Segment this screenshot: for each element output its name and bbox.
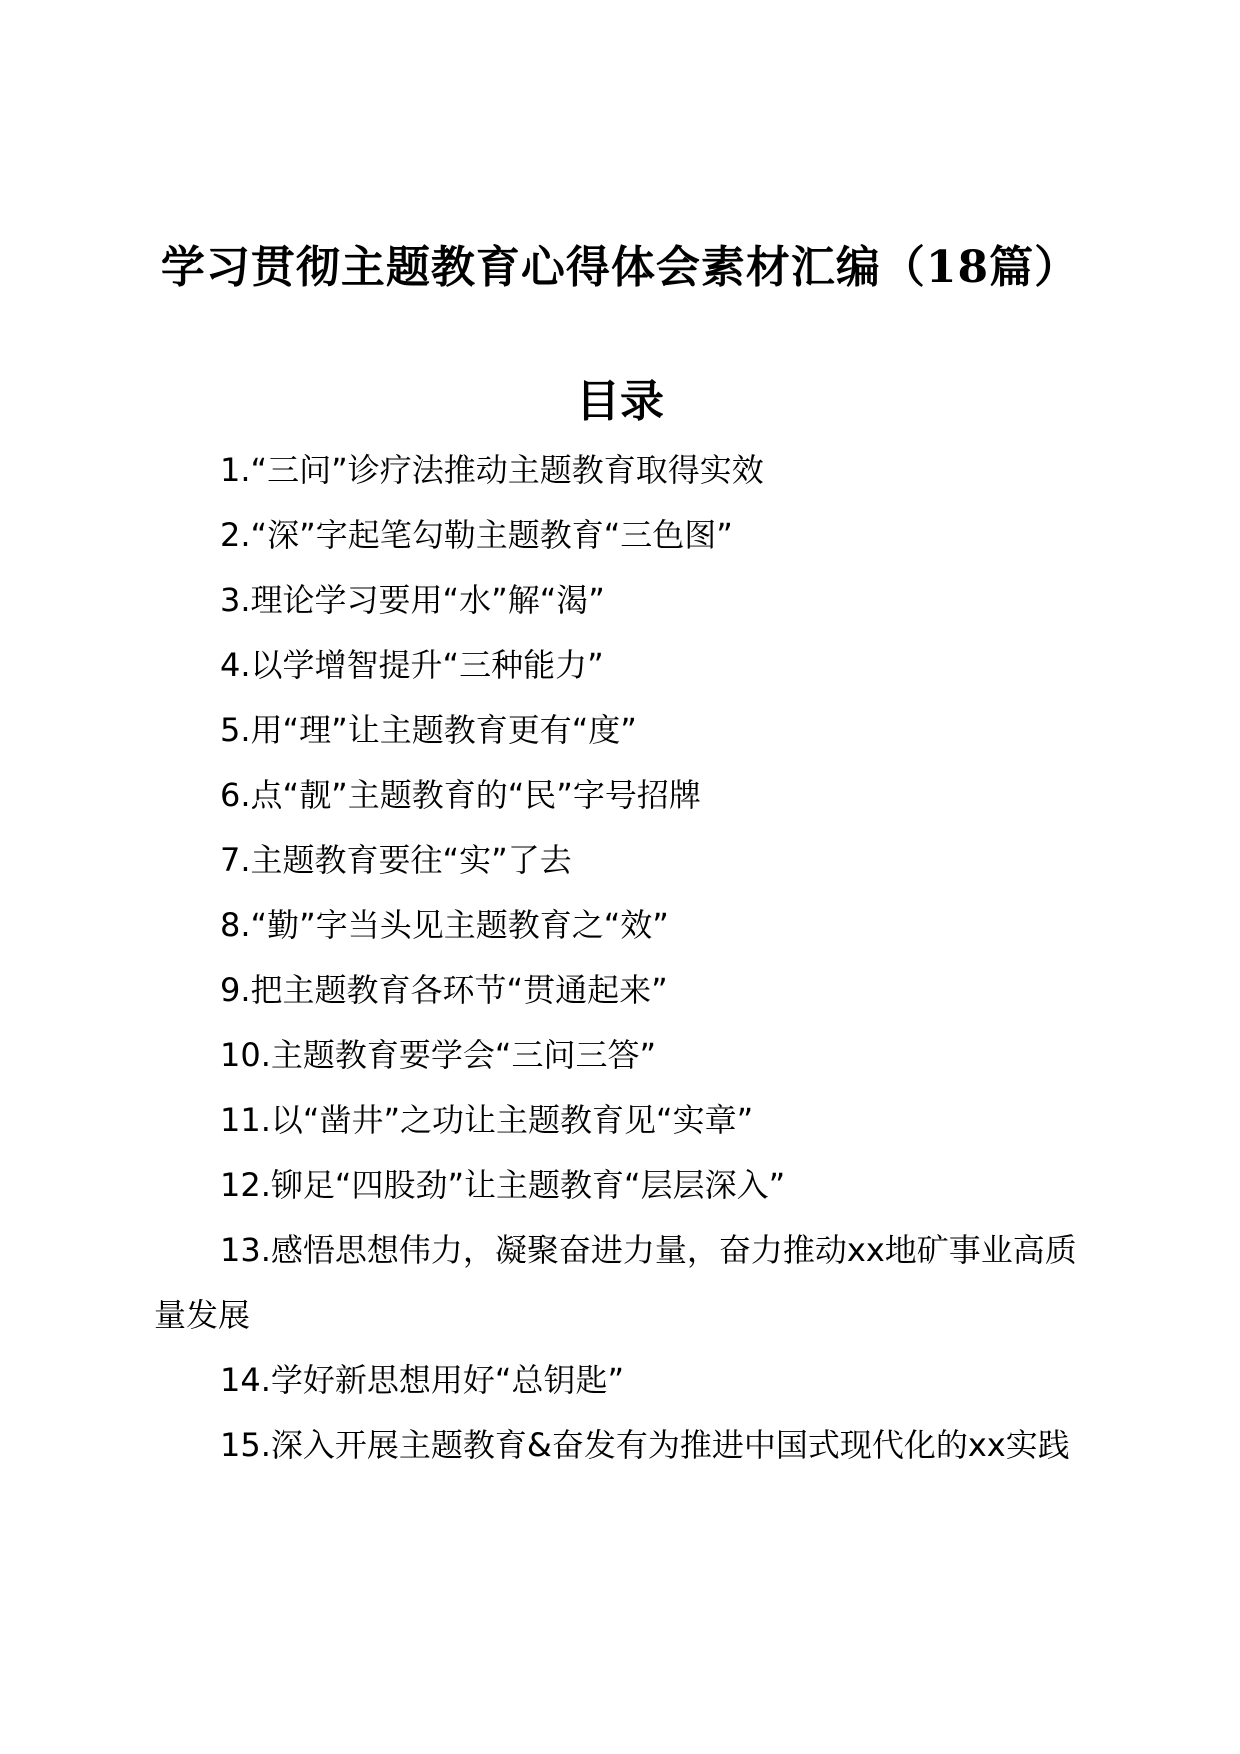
toc-heading: 目录 — [576, 376, 664, 427]
toc-item: 3.理论学习要用“水”解“渴” — [220, 581, 605, 619]
toc-item: 13.感悟思想伟力，凝聚奋进力量，奋力推动xx地矿事业高质量发展 — [154, 1231, 1077, 1334]
toc-item: 6.点“靓”主题教育的“民”字号招牌 — [220, 776, 701, 814]
toc-item: 10.主题教育要学会“三问三答” — [220, 1036, 657, 1074]
toc-item: 5.用“理”让主题教育更有“度” — [220, 711, 637, 749]
toc-item: 2.“深”字起笔勾勒主题教育“三色图” — [220, 516, 733, 554]
toc-item: 7.主题教育要往“实”了去 — [220, 841, 572, 879]
toc-item: 1.“三问”诊疗法推动主题教育取得实效 — [220, 451, 764, 489]
table-of-contents — [154, 438, 1084, 1478]
document-title: 学习贯彻主题教育心得体会素材汇编（18篇） — [160, 242, 1080, 293]
toc-item: 9.把主题教育各环节“贯通起来” — [220, 971, 668, 1009]
toc-item: 15.深入开展主题教育&奋发有为推进中国式现代化的xx实践 — [220, 1426, 1070, 1464]
toc-item: 14.学好新思想用好“总钥匙” — [220, 1361, 625, 1399]
toc-item: 11.以“凿井”之功让主题教育见“实章” — [220, 1101, 754, 1139]
toc-item: 12.铆足“四股劲”让主题教育“层层深入” — [220, 1166, 786, 1204]
toc-item: 8.“勤”字当头见主题教育之“效” — [220, 906, 669, 944]
toc-item: 4.以学增智提升“三种能力” — [220, 646, 604, 684]
